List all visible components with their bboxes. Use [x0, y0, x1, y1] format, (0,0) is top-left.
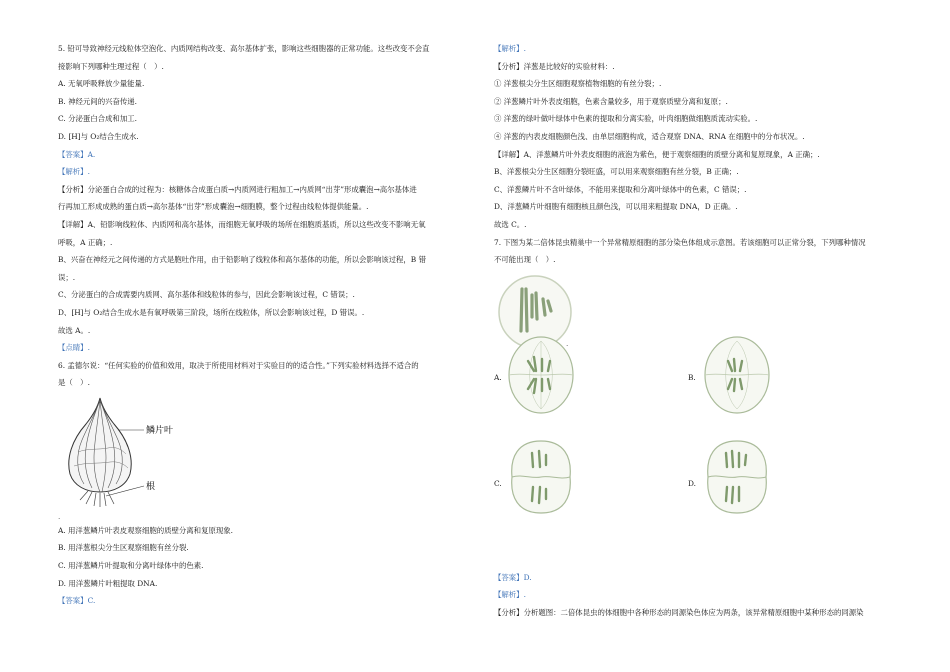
q5-option-c: C. 分泌蛋白合成和加工.: [58, 114, 137, 124]
q7-stem-line1: 7. 下图为某二倍体昆虫精巢中一个异常精原细胞的部分染色体组成示意图。若该细胞可以正常分裂，下列哪种情况: [494, 237, 866, 247]
figure-end-mark: .: [58, 511, 61, 521]
q5-option-a: A. 无氧呼吸释放少量能量.: [58, 79, 145, 89]
onion-figure: [58, 392, 478, 512]
q5-detail-b-line2: 误；.: [58, 272, 76, 282]
q5-detail-line1: 【详解】A、铅影响线粒体、内质网和高尔基体，而细胞无氧呼吸的场所在细胞质基质，所以这些改变不影响无氧: [58, 219, 426, 229]
q6-detail-b: B、洋葱根尖分生区细胞分裂旺盛，可以用来观察细胞有丝分裂，B 正确；.: [494, 167, 739, 177]
q6-point-3: ③ 洋葱的绿叶做叶绿体中色素的提取和分离实验，叶肉细胞做细胞质流动实验。.: [494, 114, 758, 124]
q6-option-b: B. 用洋葱根尖分生区观察细胞有丝分裂.: [58, 543, 189, 553]
q5-conclusion: 故选 A。.: [58, 325, 91, 335]
q7-option-d-cell: [702, 437, 772, 517]
q6-point-2: ② 洋葱鳞片叶外表皮细胞，色素含量较多，用于观察质壁分离和复原；.: [494, 96, 728, 106]
q7-answer: 【答案】D.: [494, 572, 532, 582]
q6-analysis-tag: 【解析】.: [494, 44, 526, 53]
q7-option-a-label: A.: [494, 372, 502, 382]
q7-option-c-cell: [506, 437, 576, 517]
q7-option-b-cell: [702, 335, 772, 415]
q5-dianjing: 【点睛】.: [58, 343, 90, 353]
q7-stem-line2: 不可能出现（ ）.: [494, 255, 556, 265]
q5-fenxi-line2: 行再加工形成成熟的蛋白质→高尔基体“出芽”形成囊泡→细胞膜，整个过程由线粒体提供能量。.: [58, 202, 369, 212]
q6-fenxi: 【分析】洋葱是比较好的实验材料：.: [494, 61, 615, 71]
label-root: 根: [146, 480, 156, 491]
q5-detail-line2: 呼吸，A 正确；.: [58, 237, 113, 247]
q6-option-c: C. 用洋葱鳞片叶提取和分离叶绿体中的色素.: [58, 561, 204, 571]
q6-stem-line1: 6. 孟德尔说：“任何实验的价值和效用，取决于所使用材料对于实验目的的适合性。”下列实验材料选择不适合的: [58, 360, 419, 370]
q6-stem-line2: 是（ ）.: [58, 378, 90, 388]
q5-option-b: B. 神经元间的兴奋传递.: [58, 96, 137, 106]
q5-detail-b-line1: B、兴奋在神经元之间传递的方式是胞吐作用，由于铅影响了线粒体和高尔基体的功能，所以会影响该过程，B 错: [58, 255, 426, 265]
q7-fenxi: 【分析】分析题图：二倍体昆虫的体细胞中各种形态的同源染色体应为两条，该异常精原细胞中某种形态的同源染: [494, 607, 864, 617]
figure-mark: .: [566, 338, 569, 348]
q6-option-d: D. 用洋葱鳞片叶粗提取 DNA.: [58, 578, 158, 588]
q6-point-4: ④ 洋葱的内表皮细胞颜色浅、由单层细胞构成，适合观察 DNA、RNA 在细胞中的分布状况。.: [494, 131, 805, 141]
q7-analysis-tag: 【解析】.: [494, 590, 526, 600]
q5-fenxi-line1: 【分析】分泌蛋白合成的过程为：核糖体合成蛋白质→内质网进行粗加工→内质网“出芽”形成囊泡→高尔基体进: [58, 184, 417, 194]
left-column: [58, 40, 478, 610]
q6-detail-d: D、洋葱鳞片叶细胞有细胞核且颜色浅，可以用来粗提取 DNA，D 正确。.: [494, 202, 738, 212]
right-column: [494, 40, 920, 622]
q5-option-d: D. [H]与 O₂结合生成水.: [58, 131, 139, 141]
q7-option-d-label: D.: [688, 478, 697, 488]
q6-detail-c: C、洋葱鳞片叶不含叶绿体，不能用来提取和分离叶绿体中的色素，C 错误；.: [494, 184, 747, 194]
q5-analysis-tag: 【解析】.: [58, 167, 90, 177]
onion-illustration: [58, 392, 228, 508]
q6-point-1: ① 洋葱根尖分生区细胞观察植物细胞的有丝分裂；.: [494, 79, 662, 89]
q5-stem-line1: 5. 铅可导致神经元线粒体空泡化、内质网结构改变、高尔基体扩张，影响这些细胞器的正常功能。这些改变不会直: [58, 44, 430, 53]
q5-detail-d: D、[H]与 O₂结合生成水是有氧呼吸第三阶段，场所在线粒体，所以会影响该过程，D 错误。.: [58, 307, 365, 317]
q5-stem-line2: 接影响下列哪种生理过程（ ）.: [58, 61, 164, 71]
q7-option-b-label: B.: [688, 372, 696, 382]
label-leaf: 鳞片叶: [146, 424, 174, 435]
q7-option-c-label: C.: [494, 478, 502, 488]
q6-detail-a: 【详解】A、洋葱鳞片叶外表皮细胞的液泡为紫色，便于观察细胞的质壁分离和复原现象，A 正确；.: [494, 149, 820, 159]
q5-answer: 【答案】A.: [58, 149, 96, 159]
q6-answer: 【答案】C.: [58, 596, 96, 606]
q7-figures: [494, 269, 920, 569]
q6-conclusion: 故选 C。.: [494, 219, 527, 229]
q6-option-a: A. 用洋葱鳞片叶表皮观察细胞的质壁分离和复原现象.: [58, 525, 233, 535]
q7-option-a-cell: [506, 335, 576, 415]
q5-detail-c: C、分泌蛋白的合成需要内质网、高尔基体和线粒体的参与，因此会影响该过程，C 错误；.: [58, 290, 355, 300]
